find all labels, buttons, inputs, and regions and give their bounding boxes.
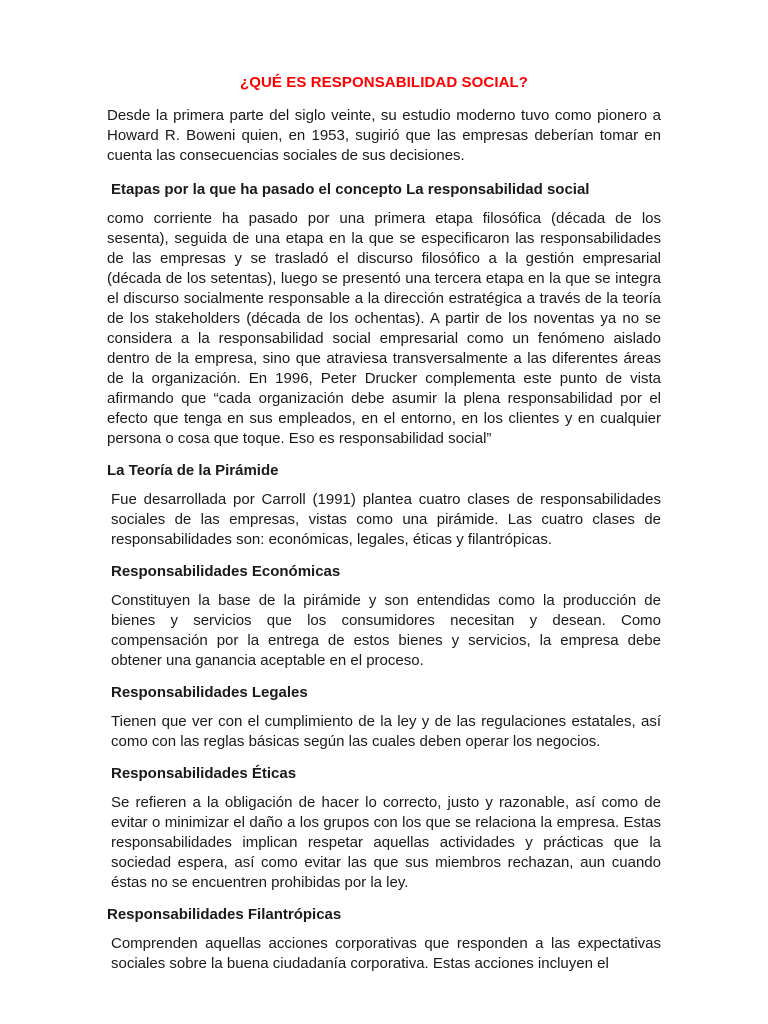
section-heading-etapas: Etapas por la que ha pasado el concepto La responsabilidad social <box>111 181 590 198</box>
section-body-eticas: Se refieren a la obligación de hacer lo correcto, justo y razonable, así como de evitar o minimizar el daño a los grupos con los que se relaciona la empresa. Estas responsabilidades implican respetar aquellas actividades y prácticas que la sociedad espera, así como evitar las que sus miembros rechazan, aun cuando éstas no se encuentren prohibidas por la ley. <box>111 794 661 891</box>
section-heading-filantropicas: Responsabilidades Filantrópicas <box>107 906 342 923</box>
section-body-piramide: Fue desarrollada por Carroll (1991) plantea cuatro clases de responsabilidades sociales de las empresas, vistas como una pirámide. Las cuatro clases de responsabilidades son: económicas, legales, éticas y filantrópicas. <box>111 491 661 548</box>
document-page <box>107 74 661 974</box>
section-body-economicas: Constituyen la base de la pirámide y son entendidas como la producción de bienes y servicios que los consumidores necesitan y desean. Como compensación por la entrega de estos bienes y servicios, la empresa debe obtener una ganancia aceptable en el proceso. <box>111 592 661 669</box>
section-body-filantropicas: Comprenden aquellas acciones corporativas que responden a las expectativas sociales sobre la buena ciudadanía corporativa. Estas acciones incluyen el <box>111 935 661 972</box>
section-body-etapas: como corriente ha pasado por una primera etapa filosófica (década de los sesenta), seguida de una etapa en la que se especificaron las responsabilidades de las empresas y se trasladó el discurso filosófico a la gestión empresarial (década de los setentas), luego se presentó una tercera etapa en la que se integra el discurso socialmente responsable a la dirección estratégica a través de la teoría de los stakeholders (década de los ochentas). A partir de los noventas ya no se considera a la responsabilidad social empresarial como un fenómeno aislado dentro de la empresa, sino que atraviesa transversalmente a las diferentes áreas de la organización. En 1996, Peter Drucker complementa este punto de vista afirmando que “cada organización debe asumir la plena responsabilidad por el efecto que tenga en sus empleados, en el entorno, en los clientes y en cualquier persona o cosa que toque. Eso es responsabilidad social” <box>107 210 661 447</box>
document-title: ¿QUÉ ES RESPONSABILIDAD SOCIAL? <box>239 74 529 91</box>
section-heading-piramide: La Teoría de la Pirámide <box>107 462 279 479</box>
section-body-legales: Tienen que ver con el cumplimiento de la ley y de las regulaciones estatales, así como con las reglas básicas según las cuales deben operar los negocios. <box>111 713 661 750</box>
section-heading-legales: Responsabilidades Legales <box>111 684 308 701</box>
section-heading-eticas: Responsabilidades Éticas <box>111 765 297 782</box>
section-heading-economicas: Responsabilidades Económicas <box>111 563 341 580</box>
intro-paragraph: Desde la primera parte del siglo veinte, su estudio moderno tuvo como pionero a Howard R. Boweni quien, en 1953, sugirió que las empresas deberían tomar en cuenta las consecuencias sociales de sus decisiones. <box>107 107 661 164</box>
